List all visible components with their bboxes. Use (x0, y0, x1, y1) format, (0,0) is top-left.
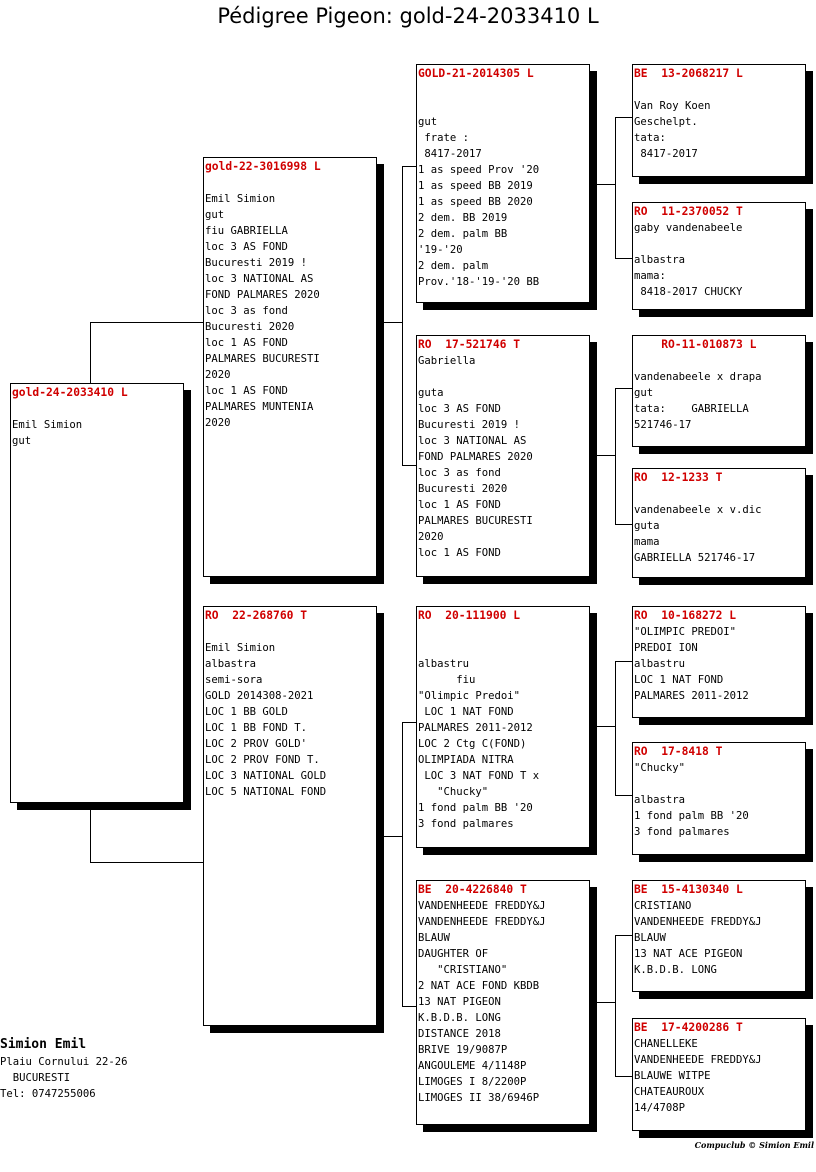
mother-ring: RO 22-268760 T (205, 609, 308, 622)
great-grandparent-card-3 (632, 335, 806, 447)
great-grandparent-ring-3: RO-11-010873 L (634, 338, 757, 351)
great-grandparent-ring-8: BE 17-4200286 T (634, 1021, 743, 1034)
great-grandparent-ring-4: RO 12-1233 T (634, 471, 723, 484)
grandfather-maternal-details: albastru fiu "Olimpic Predoi" LOC 1 NAT FOND PALMARES 2011-2012 LOC 2 Ctg C(FOND) OLIMPIADA NITRA LOC 3 NAT FOND T x "Chucky" 1 fond palm BB '20 3 fond palmares (418, 658, 540, 830)
mother-details: Emil Simion albastra semi-sora GOLD 2014308-2021 LOC 1 BB GOLD LOC 1 BB FOND T. LOC 2 PROV GOLD' LOC 2 PROV FOND T. LOC 3 NATIONAL GOLD LOC 5 NATIONAL FOND (205, 642, 327, 798)
connector-gen3-1-v (615, 117, 633, 259)
great-grandparent-ring-1: BE 13-2068217 L (634, 67, 743, 80)
great-grandparent-card-2 (632, 202, 806, 310)
connector-gen3-3-v (615, 661, 633, 796)
owner-info (0, 1036, 128, 1102)
connector-gen2-upper (376, 322, 403, 324)
great-grandparent-ring-2: RO 11-2370052 T (634, 205, 743, 218)
owner-phone: Tel: 0747255006 (0, 1088, 96, 1100)
owner-address: Plaiu Cornului 22-26 (0, 1056, 128, 1068)
grandmother-maternal-details: VANDENHEEDE FREDDY&J VANDENHEEDE FREDDY&J BLAUW DAUGHTER OF "CRISTIANO" 2 NAT ACE FOND KBDB 13 NAT PIGEON K.B.D.B. LONG DISTANCE 2018 BRIVE 19/9087P ANGOULEME 4/1148P LIMOGES I 8/2200P LIMOGES II 38/6946P (418, 900, 546, 1104)
great-grandparent-card-6 (632, 742, 806, 855)
grandmother-paternal-details: Gabriella guta loc 3 AS FOND Bucuresti 2019 ! loc 3 NATIONAL AS FOND PALMARES 2020 loc 3 as fond Bucuresti 2020 loc 1 AS FOND PALMARES BUCURESTI 2020 loc 1 AS FOND (418, 355, 533, 559)
great-grandparent-details-8: CHANELLEKE VANDENHEEDE FREDDY&J BLAUWE WITPE CHATEAUROUX 14/4708P (634, 1038, 762, 1114)
connector-gen1 (90, 322, 204, 384)
grandfather-maternal-ring: RO 20-111900 L (418, 609, 521, 622)
father-card (203, 157, 377, 577)
great-grandparent-ring-7: BE 15-4130340 L (634, 883, 743, 896)
connector-gen3-2 (590, 455, 616, 457)
owner-name: Simion Emil (0, 1037, 87, 1052)
connector-gen3-4-v (615, 935, 633, 1077)
father-details: Emil Simion gut fiu GABRIELLA loc 3 AS FOND Bucuresti 2019 ! loc 3 NATIONAL AS FOND PALMARES 2020 loc 3 as fond Bucuresti 2020 loc 1 AS FOND PALMARES BUCURESTI 2020 loc 1 AS FOND PALMARES MUNTENIA 2020 (205, 193, 320, 429)
great-grandparent-card-8 (632, 1018, 806, 1131)
connector-gen2-upper-v (402, 166, 417, 466)
great-grandparent-details-2: gaby vandenabeele albastra mama: 8418-2017 CHUCKY (634, 222, 743, 298)
father-ring: gold-22-3016998 L (205, 160, 321, 173)
mother-card (203, 606, 377, 1026)
page-title: Pédigree Pigeon: gold-24-2033410 L (217, 4, 599, 28)
grandfather-maternal-card (416, 606, 590, 848)
grandfather-paternal-ring: GOLD-21-2014305 L (418, 67, 534, 80)
connector-gen3-3 (590, 726, 616, 728)
connector-gen1-lower (90, 802, 204, 863)
great-grandparent-details-6: "Chucky" albastra 1 fond palm BB '20 3 fond palmares (634, 762, 749, 838)
footer-credit: Compuclub © Simion Emil (694, 1140, 814, 1150)
connector-gen3-1 (590, 184, 616, 186)
grandmother-paternal-card (416, 335, 590, 577)
subject-card (10, 383, 184, 803)
connector-gen3-2-v (615, 388, 633, 525)
great-grandparent-card-4 (632, 468, 806, 578)
grandmother-maternal-ring: BE 20-4226840 T (418, 883, 527, 896)
owner-city: BUCURESTI (0, 1072, 71, 1084)
great-grandparent-card-7 (632, 880, 806, 992)
great-grandparent-details-5: "OLIMPIC PREDOI" PREDOI ION albastru LOC 1 NAT FOND PALMARES 2011-2012 (634, 626, 749, 702)
grandmother-maternal-card (416, 880, 590, 1125)
connector-gen3-4 (590, 1002, 616, 1004)
great-grandparent-details-4: vandenabeele x v.dic guta mama GABRIELLA 521746-17 (634, 504, 762, 564)
grandfather-paternal-details: gut frate : 8417-2017 1 as speed Prov '20 1 as speed BB 2019 1 as speed BB 2020 2 dem. BB 2019 2 dem. palm BB '19-'20 2 dem. palm Prov.'18-'19-'20 BB (418, 116, 540, 288)
great-grandparent-ring-5: RO 10-168272 L (634, 609, 737, 622)
great-grandparent-card-5 (632, 606, 806, 718)
great-grandparent-ring-6: RO 17-8418 T (634, 745, 723, 758)
great-grandparent-details-1: Van Roy Koen Geschelpt. tata: 8417-2017 (634, 100, 711, 160)
great-grandparent-card-1 (632, 64, 806, 177)
connector-gen2-lower (376, 836, 403, 838)
connector-gen2-lower-v (402, 722, 417, 1007)
subject-ring: gold-24-2033410 L (12, 386, 128, 399)
grandfather-paternal-card (416, 64, 590, 303)
great-grandparent-details-3: vandenabeele x drapa gut tata: GABRIELLA 521746-17 (634, 371, 762, 431)
great-grandparent-details-7: CRISTIANO VANDENHEEDE FREDDY&J BLAUW 13 NAT ACE PIGEON K.B.D.B. LONG (634, 900, 762, 976)
grandmother-paternal-ring: RO 17-521746 T (418, 338, 521, 351)
subject-details: Emil Simion gut (12, 419, 83, 447)
